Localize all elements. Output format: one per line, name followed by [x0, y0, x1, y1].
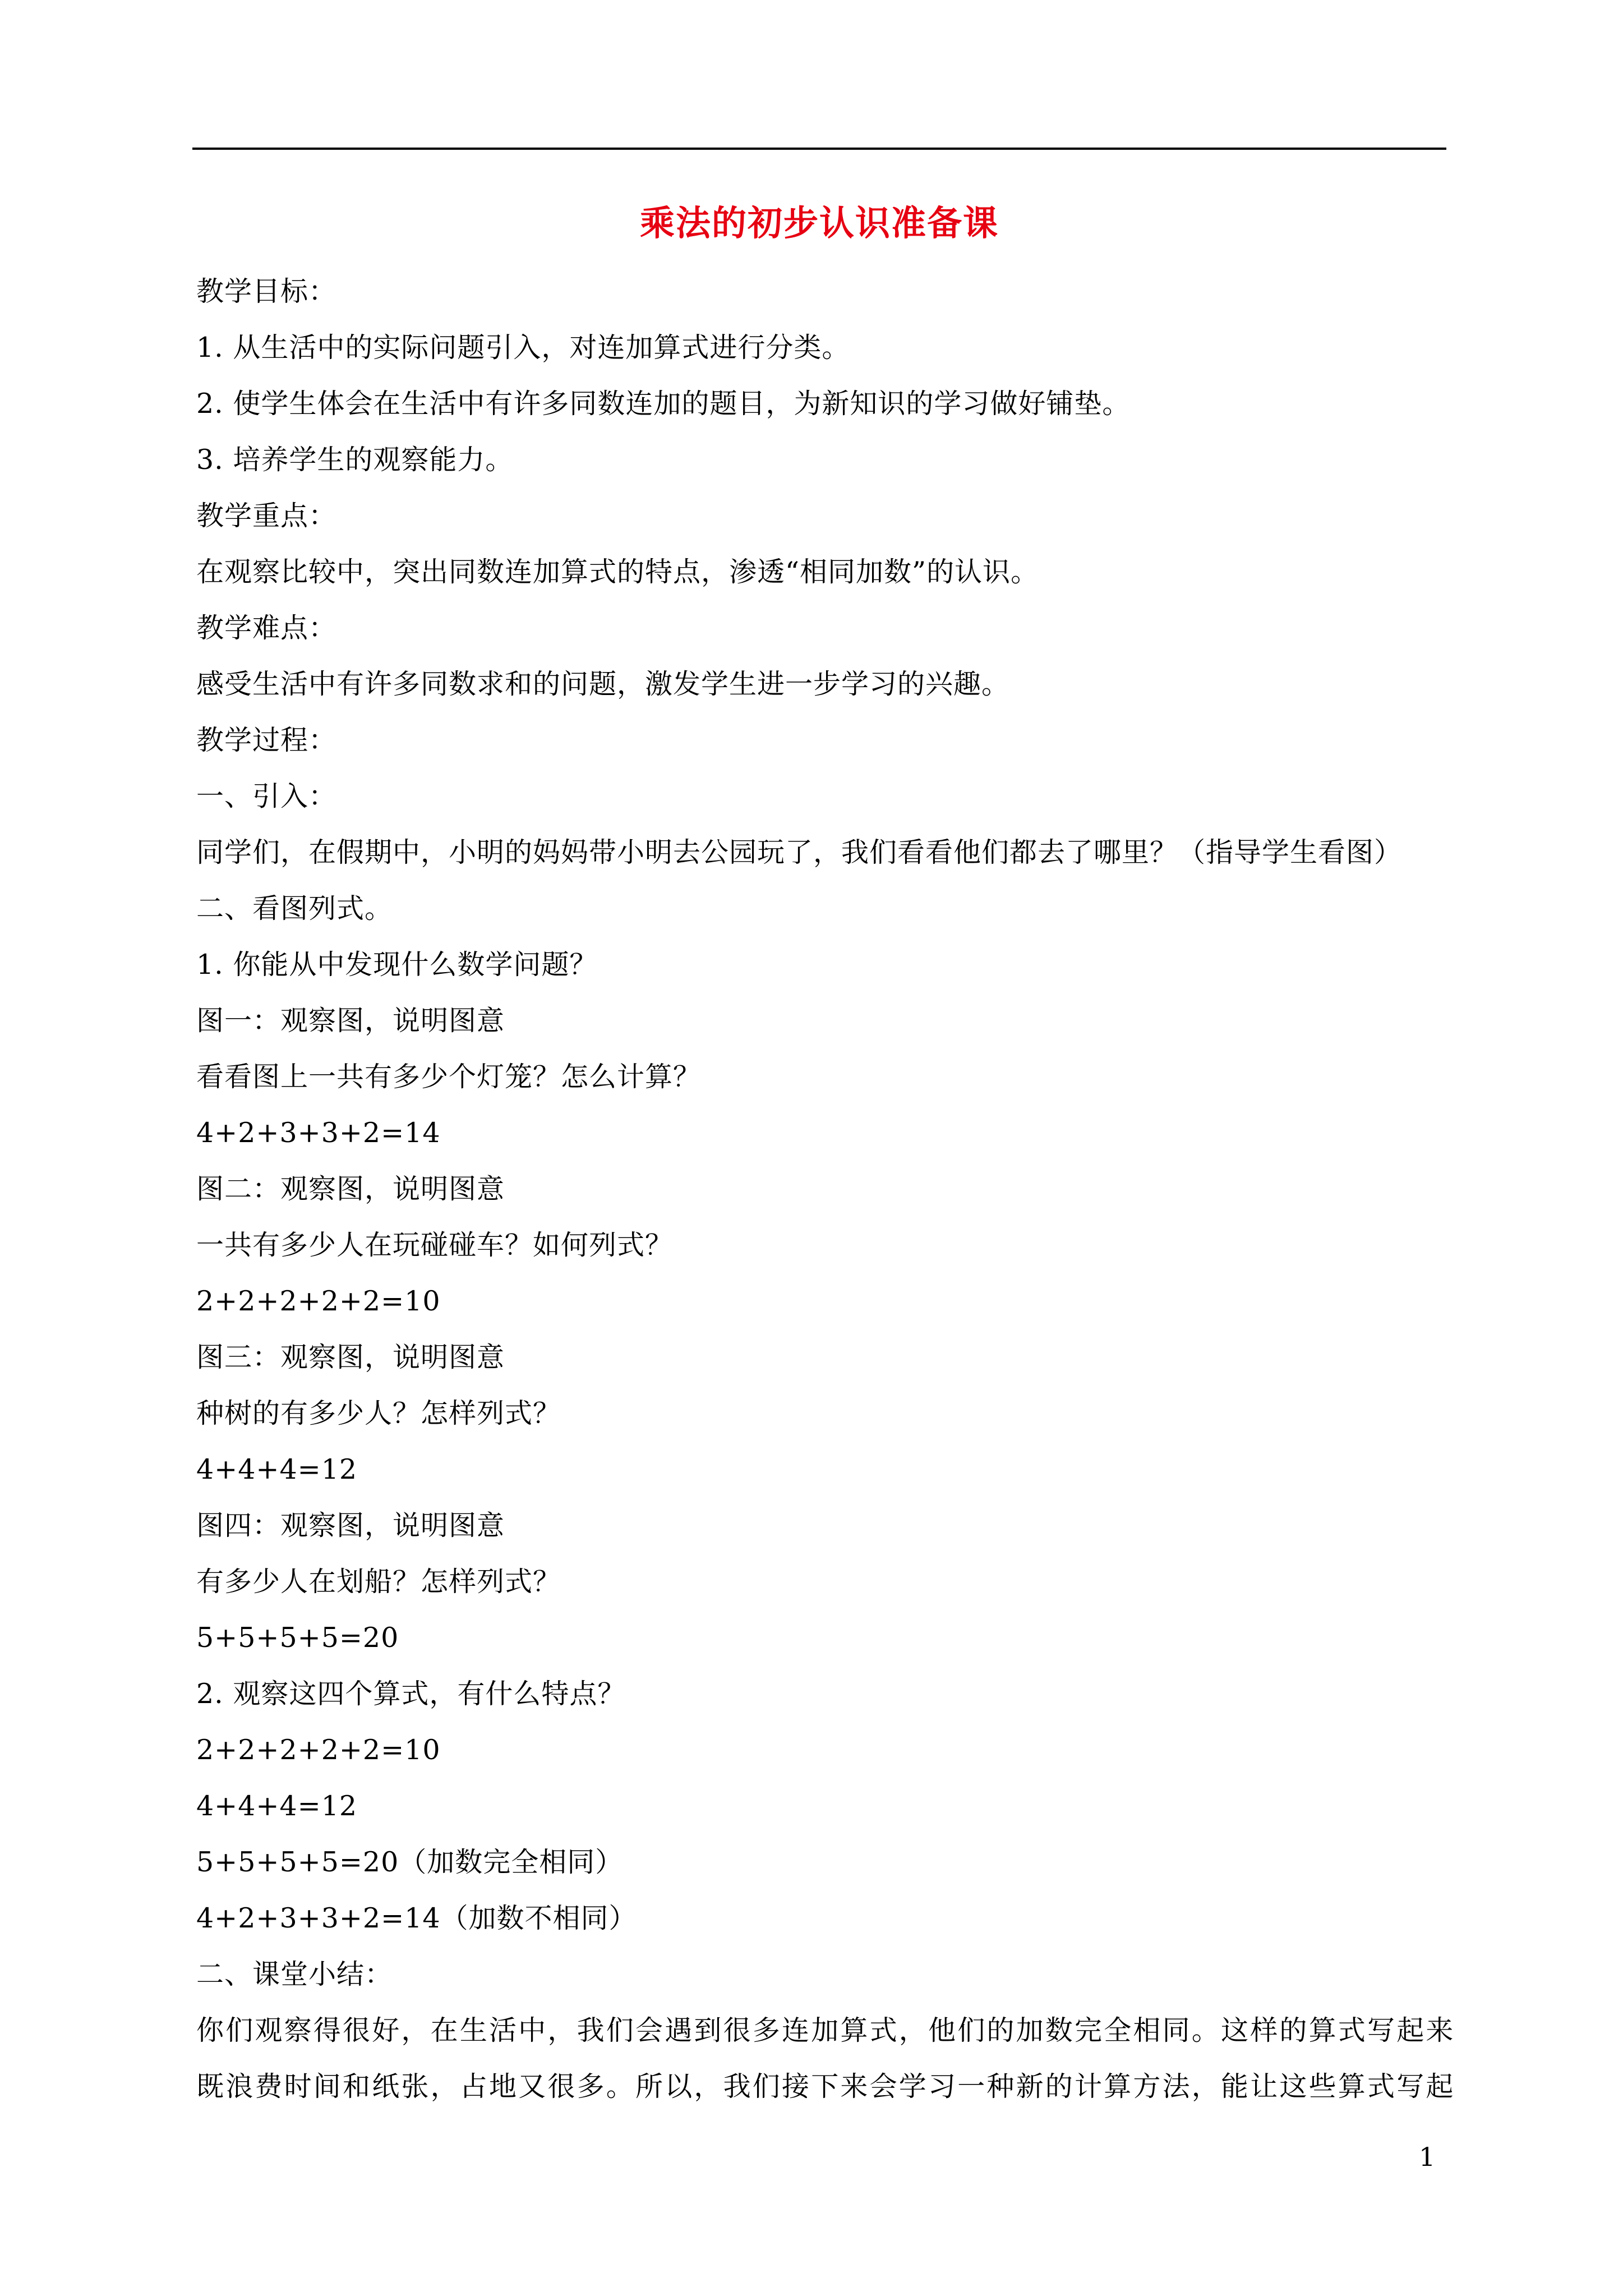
text-line: 2+2+2+2+2=10 — [196, 1734, 441, 1766]
text-line: 2. 使学生体会在生活中有许多同数连加的题目，为新知识的学习做好铺垫。 — [196, 388, 1131, 420]
text-line: 二、课堂小结： — [196, 1958, 393, 1990]
page-number: 1 — [1419, 2142, 1436, 2172]
text-line: 1. 你能从中发现什么数学问题？ — [196, 949, 598, 981]
text-line: 教学过程： — [196, 724, 337, 756]
text-line: 图一：观察图，说明图意 — [196, 1005, 505, 1037]
text-line: 看看图上一共有多少个灯笼？怎么计算？ — [196, 1061, 702, 1093]
text-line: 图三：观察图，说明图意 — [196, 1341, 505, 1373]
text-line: 1. 从生活中的实际问题引入，对连加算式进行分类。 — [196, 332, 850, 364]
text-line: 教学重点： — [196, 500, 337, 532]
text-line: 5+5+5+5=20（加数完全相同） — [196, 1846, 624, 1878]
text-line: 在观察比较中，突出同数连加算式的特点，渗透“相同加数”的认识。 — [196, 556, 1039, 588]
text-line: 有多少人在划船？怎样列式？ — [196, 1566, 561, 1598]
text-line: 你们观察得很好，在生活中，我们会遇到很多连加算式，他们的加数完全相同。这样的算式写起来 — [196, 2014, 1455, 2046]
header-rule — [192, 148, 1446, 150]
text-line: 一共有多少人在玩碰碰车？如何列式？ — [196, 1229, 674, 1261]
text-line: 同学们，在假期中，小明的妈妈带小明去公园玩了，我们看看他们都去了哪里？（指导学生看图） — [196, 836, 1403, 868]
text-line: 感受生活中有许多同数求和的问题，激发学生进一步学习的兴趣。 — [196, 668, 1010, 700]
text-line: 4+2+3+3+2=14 — [196, 1117, 441, 1149]
text-line: 一、引入： — [196, 780, 337, 812]
text-line: 4+4+4=12 — [196, 1453, 358, 1485]
text-line: 4+2+3+3+2=14（加数不相同） — [196, 1902, 637, 1934]
text-line: 2+2+2+2+2=10 — [196, 1285, 441, 1317]
document-title: 乘法的初步认识准备课 — [639, 203, 999, 243]
text-line: 2. 观察这四个算式，有什么特点？ — [196, 1678, 626, 1710]
text-line: 5+5+5+5=20 — [196, 1622, 399, 1654]
text-line: 种树的有多少人？怎样列式？ — [196, 1397, 561, 1429]
text-line: 教学目标： — [196, 275, 337, 307]
text-line: 图二：观察图，说明图意 — [196, 1173, 505, 1205]
text-line: 教学难点： — [196, 612, 337, 644]
text-line: 图四：观察图，说明图意 — [196, 1510, 505, 1542]
document-body — [196, 264, 1453, 2115]
text-line: 3. 培养学生的观察能力。 — [196, 444, 514, 476]
text-line: 既浪费时间和纸张，占地又很多。所以，我们接下来会学习一种新的计算方法，能让这些算式写起 — [196, 2070, 1455, 2102]
text-line: 二、看图列式。 — [196, 892, 393, 924]
text-line: 4+4+4=12 — [196, 1790, 358, 1822]
